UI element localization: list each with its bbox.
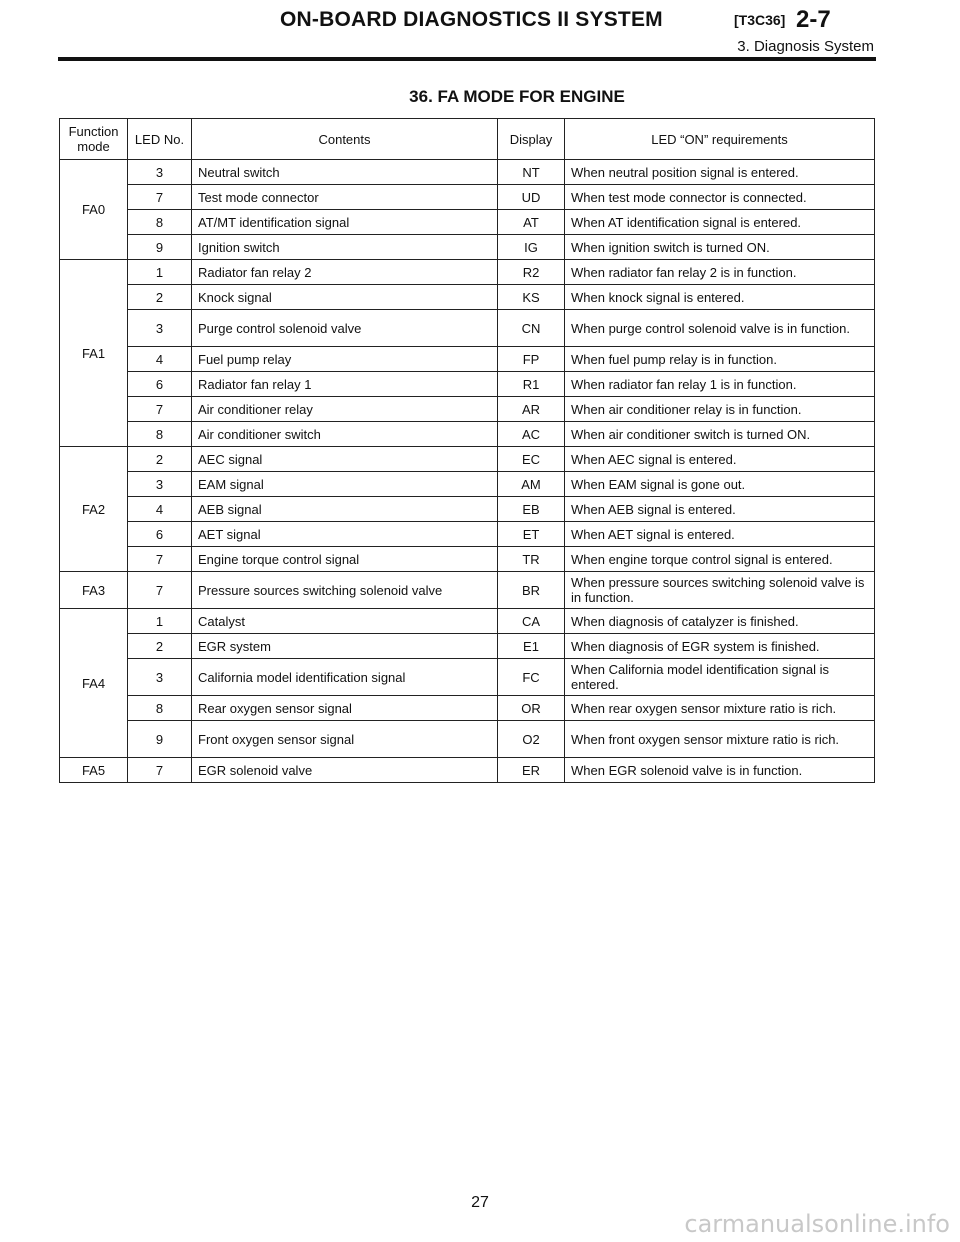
contents-cell: Neutral switch [192, 160, 498, 185]
display-cell: IG [498, 235, 565, 260]
table-row [60, 659, 875, 696]
led-no-cell: 3 [128, 160, 192, 185]
display-cell: CA [498, 609, 565, 634]
display-cell: KS [498, 285, 565, 310]
contents-cell: AEC signal [192, 447, 498, 472]
table-row [60, 609, 875, 634]
table-row [60, 372, 875, 397]
display-cell: BR [498, 572, 565, 609]
display-cell: R2 [498, 260, 565, 285]
contents-cell: Radiator fan relay 2 [192, 260, 498, 285]
function-mode-cell: FA3 [60, 572, 128, 609]
table-row [60, 347, 875, 372]
contents-cell: Front oxygen sensor signal [192, 721, 498, 758]
led-no-cell: 7 [128, 547, 192, 572]
requirement-cell: When test mode connector is connected. [565, 185, 875, 210]
requirement-cell: When front oxygen sensor mixture ratio is rich. [565, 721, 875, 758]
table-row [60, 572, 875, 609]
contents-cell: AT/MT identification signal [192, 210, 498, 235]
display-cell: UD [498, 185, 565, 210]
requirement-cell: When ignition switch is turned ON. [565, 235, 875, 260]
requirement-cell: When AEC signal is entered. [565, 447, 875, 472]
table-row [60, 522, 875, 547]
page-header-title: ON-BOARD DIAGNOSTICS II SYSTEM [280, 8, 663, 31]
display-cell: AT [498, 210, 565, 235]
page-number: 27 [471, 1194, 489, 1211]
page-header-subtitle: 3. Diagnosis System [737, 38, 874, 55]
requirement-cell: When engine torque control signal is entered. [565, 547, 875, 572]
led-no-cell: 3 [128, 659, 192, 696]
display-cell: TR [498, 547, 565, 572]
led-no-cell: 7 [128, 185, 192, 210]
table-row [60, 547, 875, 572]
requirement-cell: When pressure sources switching solenoid valve is in function. [565, 572, 875, 609]
display-cell: EC [498, 447, 565, 472]
led-no-cell: 2 [128, 447, 192, 472]
display-cell: AC [498, 422, 565, 447]
header-led-no: LED No. [128, 119, 192, 160]
led-no-cell: 2 [128, 285, 192, 310]
requirement-cell: When diagnosis of catalyzer is finished. [565, 609, 875, 634]
contents-cell: Air conditioner switch [192, 422, 498, 447]
requirement-cell: When radiator fan relay 2 is in function. [565, 260, 875, 285]
fa-mode-table [59, 118, 875, 783]
led-no-cell: 6 [128, 522, 192, 547]
display-cell: O2 [498, 721, 565, 758]
function-mode-cell: FA0 [60, 160, 128, 260]
contents-cell: Pressure sources switching solenoid valve [192, 572, 498, 609]
contents-cell: Fuel pump relay [192, 347, 498, 372]
led-no-cell: 1 [128, 609, 192, 634]
requirement-cell: When neutral position signal is entered. [565, 160, 875, 185]
led-no-cell: 9 [128, 721, 192, 758]
led-no-cell: 2 [128, 634, 192, 659]
led-no-cell: 7 [128, 397, 192, 422]
table-row [60, 497, 875, 522]
requirement-cell: When AEB signal is entered. [565, 497, 875, 522]
section-code: [T3C36] [734, 12, 786, 28]
requirement-cell: When EGR solenoid valve is in function. [565, 758, 875, 783]
led-no-cell: 6 [128, 372, 192, 397]
header-contents: Contents [192, 119, 498, 160]
table-row [60, 472, 875, 497]
table-row [60, 160, 875, 185]
display-cell: CN [498, 310, 565, 347]
header-led-on-requirements: LED “ON” requirements [565, 119, 875, 160]
display-cell: FC [498, 659, 565, 696]
header-function-mode: Function mode [60, 119, 128, 160]
table-row [60, 260, 875, 285]
contents-cell: Air conditioner relay [192, 397, 498, 422]
led-no-cell: 4 [128, 347, 192, 372]
display-cell: OR [498, 696, 565, 721]
table-header-row [60, 119, 875, 160]
contents-cell: EGR solenoid valve [192, 758, 498, 783]
contents-cell: EGR system [192, 634, 498, 659]
requirement-cell: When EAM signal is gone out. [565, 472, 875, 497]
requirement-cell: When rear oxygen sensor mixture ratio is rich. [565, 696, 875, 721]
function-mode-cell: FA4 [60, 609, 128, 758]
led-no-cell: 7 [128, 572, 192, 609]
led-no-cell: 4 [128, 497, 192, 522]
led-no-cell: 3 [128, 310, 192, 347]
display-cell: E1 [498, 634, 565, 659]
table-row [60, 285, 875, 310]
section-title: 36. FA MODE FOR ENGINE [409, 87, 625, 106]
led-no-cell: 9 [128, 235, 192, 260]
led-no-cell: 8 [128, 696, 192, 721]
table-row [60, 422, 875, 447]
requirement-cell: When AET signal is entered. [565, 522, 875, 547]
table-row [60, 397, 875, 422]
table-row [60, 447, 875, 472]
led-no-cell: 8 [128, 422, 192, 447]
requirement-cell: When AT identification signal is entered. [565, 210, 875, 235]
requirement-cell: When diagnosis of EGR system is finished. [565, 634, 875, 659]
function-mode-cell: FA5 [60, 758, 128, 783]
table-row [60, 210, 875, 235]
contents-cell: Ignition switch [192, 235, 498, 260]
display-cell: R1 [498, 372, 565, 397]
table-row [60, 185, 875, 210]
contents-cell: California model identification signal [192, 659, 498, 696]
led-no-cell: 1 [128, 260, 192, 285]
function-mode-cell: FA2 [60, 447, 128, 572]
table-row [60, 721, 875, 758]
display-cell: NT [498, 160, 565, 185]
contents-cell: Radiator fan relay 1 [192, 372, 498, 397]
display-cell: ET [498, 522, 565, 547]
table-row [60, 758, 875, 783]
display-cell: FP [498, 347, 565, 372]
contents-cell: Knock signal [192, 285, 498, 310]
header-display: Display [498, 119, 565, 160]
contents-cell: Catalyst [192, 609, 498, 634]
contents-cell: EAM signal [192, 472, 498, 497]
contents-cell: AEB signal [192, 497, 498, 522]
table-row [60, 696, 875, 721]
table-row [60, 235, 875, 260]
requirement-cell: When air conditioner switch is turned ON. [565, 422, 875, 447]
header-divider [58, 57, 876, 61]
contents-cell: AET signal [192, 522, 498, 547]
led-no-cell: 8 [128, 210, 192, 235]
watermark: carmanualsonline.info [684, 1210, 950, 1238]
led-no-cell: 7 [128, 758, 192, 783]
table-row [60, 310, 875, 347]
requirement-cell: When radiator fan relay 1 is in function. [565, 372, 875, 397]
chapter-page-number: 2-7 [796, 6, 831, 33]
display-cell: AR [498, 397, 565, 422]
contents-cell: Test mode connector [192, 185, 498, 210]
display-cell: AM [498, 472, 565, 497]
contents-cell: Purge control solenoid valve [192, 310, 498, 347]
function-mode-cell: FA1 [60, 260, 128, 447]
requirement-cell: When California model identification signal is entered. [565, 659, 875, 696]
requirement-cell: When knock signal is entered. [565, 285, 875, 310]
led-no-cell: 3 [128, 472, 192, 497]
requirement-cell: When fuel pump relay is in function. [565, 347, 875, 372]
requirement-cell: When air conditioner relay is in function. [565, 397, 875, 422]
display-cell: EB [498, 497, 565, 522]
requirement-cell: When purge control solenoid valve is in function. [565, 310, 875, 347]
table-row [60, 634, 875, 659]
display-cell: ER [498, 758, 565, 783]
contents-cell: Engine torque control signal [192, 547, 498, 572]
contents-cell: Rear oxygen sensor signal [192, 696, 498, 721]
